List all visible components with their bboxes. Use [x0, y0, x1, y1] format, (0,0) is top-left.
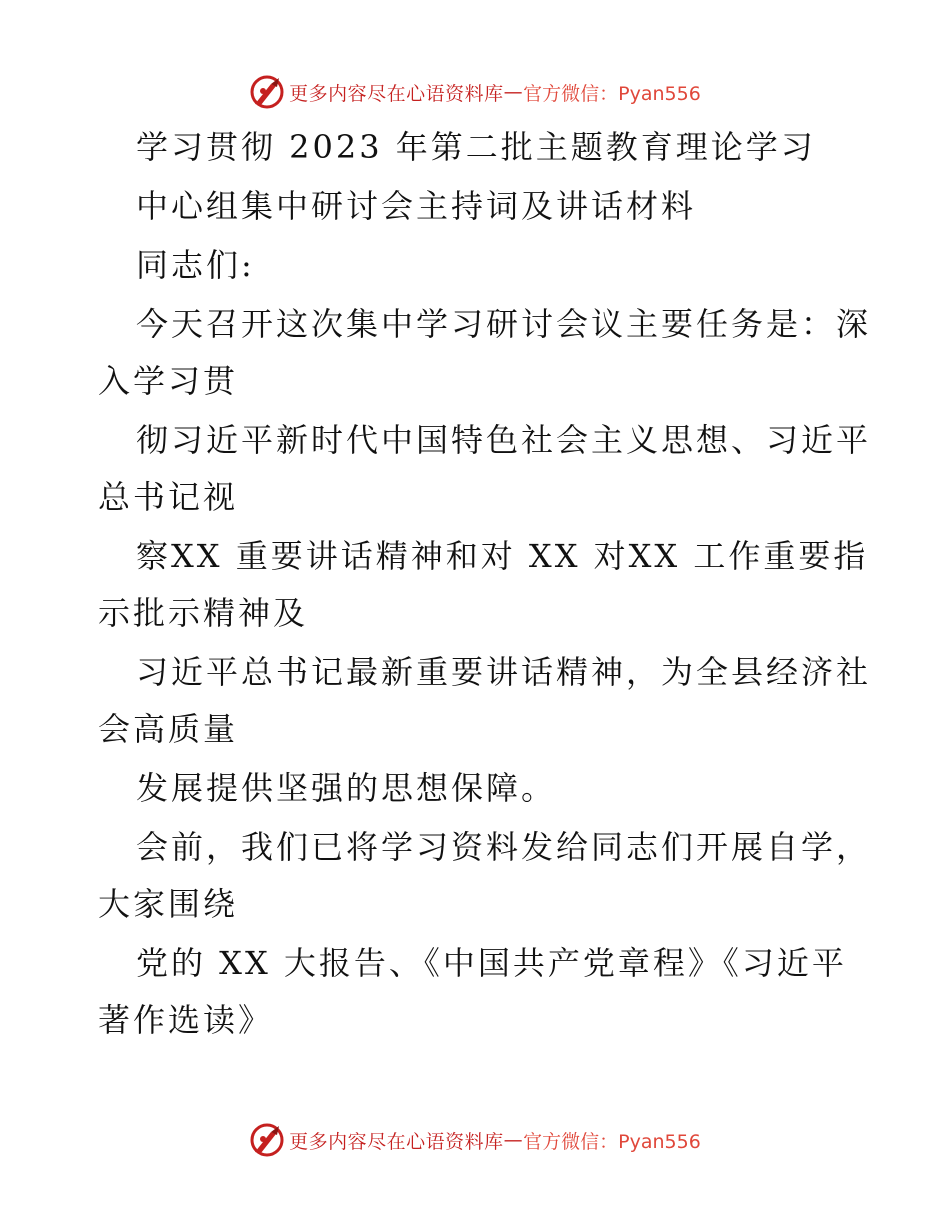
header-wechat-text: 官方微信：Pyan556	[523, 82, 701, 105]
paragraph-line: 大家围绕	[98, 885, 239, 923]
footer-wechat-text: 官方微信：Pyan556	[523, 1130, 701, 1153]
paragraph-line: 彻习近平新时代中国特色社会主义思想、习近平	[136, 421, 872, 459]
paragraph-line: 著作选读》	[98, 1001, 274, 1039]
paragraph-line: 发展提供坚强的思想保障。	[136, 769, 557, 807]
salutation: 同志们:	[136, 246, 255, 284]
footer-banner	[0, 1118, 950, 1162]
paragraph-line: 党的 XX 大报告、《中国共产党章程》《习近平	[136, 944, 847, 982]
paragraph-line: 察XX 重要讲话精神和对 XX 对XX 工作重要指	[136, 537, 869, 575]
footer-site-text: 更多内容尽在心语资料库	[289, 1130, 504, 1153]
footer-dash: —	[503, 1129, 524, 1151]
paragraph-line: 示批示精神及	[98, 594, 309, 632]
quill-logo-icon	[249, 74, 285, 110]
quill-logo-icon	[249, 1122, 285, 1158]
paragraph-line: 会高质量	[98, 710, 239, 748]
header-dash: —	[503, 81, 524, 103]
title-line-1: 学习贯彻 2023 年第二批主题教育理论学习	[136, 128, 816, 166]
paragraph-line: 习近平总书记最新重要讲话精神，为全县经济社	[136, 653, 872, 691]
header-banner	[0, 70, 950, 114]
paragraph-line: 会前，我们已将学习资料发给同志们开展自学，	[136, 828, 872, 866]
header-site-text: 更多内容尽在心语资料库	[289, 82, 504, 105]
paragraph-line: 入学习贯	[98, 362, 239, 400]
title-line-2: 中心组集中研讨会主持词及讲话材料	[136, 187, 697, 225]
paragraph-line: 今天召开这次集中学习研讨会议主要任务是：深	[136, 305, 872, 343]
paragraph-line: 总书记视	[98, 478, 239, 516]
